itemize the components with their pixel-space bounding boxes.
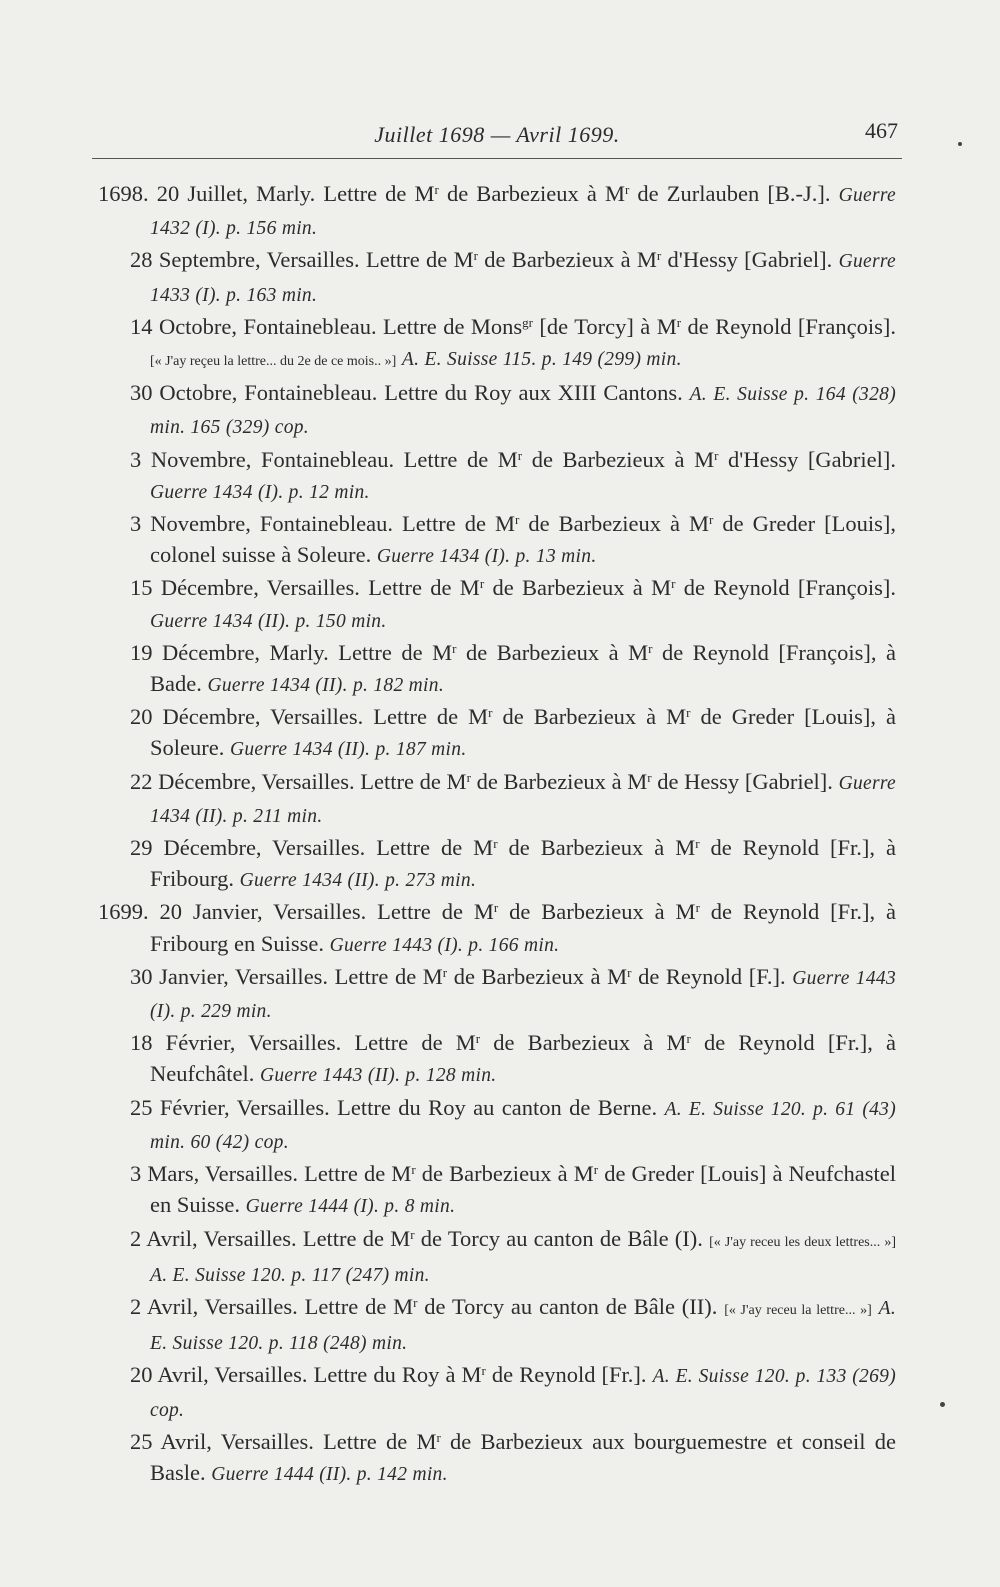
entry bbox=[98, 377, 896, 443]
entry-text: Lettre de M bbox=[376, 835, 494, 861]
entry-sup: r bbox=[714, 447, 719, 463]
entry bbox=[98, 1158, 896, 1222]
entry-sup: r bbox=[434, 182, 439, 197]
entry-sup: r bbox=[517, 447, 523, 463]
entry-reference: Guerre 1434 (II). p. 182 min. bbox=[207, 675, 445, 697]
entry-quote: [« J'ay reçeu la lettre... du 2e de ce mois.. »] bbox=[150, 354, 397, 370]
entry-text: de Reynold [François]. bbox=[681, 313, 896, 339]
entry-text: de Barbezieux à M bbox=[438, 181, 625, 206]
entry-text: de Barbezieux à M bbox=[470, 768, 648, 794]
entry-date: 20 Juillet, Marly. bbox=[156, 181, 316, 206]
entry bbox=[98, 1291, 896, 1359]
entry-reference: Guerre 1434 (I). p. 12 min. bbox=[150, 481, 370, 503]
entry-date: 18 Février, Versailles. bbox=[130, 1030, 342, 1056]
entry bbox=[98, 1092, 896, 1158]
entry-reference: Guerre 1443 (I). p. 166 min. bbox=[329, 934, 560, 956]
entry-date: 14 Octobre, Fontainebleau. bbox=[130, 313, 377, 339]
entry-date: 28 Septembre, Versailles. bbox=[130, 247, 360, 273]
print-speck bbox=[940, 1402, 945, 1407]
entry-text: de Reynold [Fr.]. bbox=[485, 1362, 647, 1388]
entry bbox=[98, 1223, 896, 1291]
entry-text: de Greder [Louis], colonel suisse à Soleure. bbox=[150, 511, 896, 568]
entry bbox=[98, 896, 896, 960]
entry-reference: Guerre 1443 (II). p. 128 min. bbox=[259, 1065, 497, 1087]
entry-text: Lettre de Mons bbox=[383, 313, 523, 339]
entry-text: de Torcy au canton de Bâle bbox=[414, 1225, 669, 1251]
entry bbox=[98, 1359, 896, 1425]
entry bbox=[98, 637, 896, 701]
entry-text: Lettre de M bbox=[302, 1225, 411, 1251]
entry-text: de Reynold [François], à Bade. bbox=[150, 639, 896, 697]
entry-text: Lettre de M bbox=[323, 1428, 437, 1454]
entry-reference: Guerre 1444 (I). p. 8 min. bbox=[245, 1196, 456, 1218]
entry-sup: r bbox=[671, 576, 676, 592]
entry-sup: r bbox=[481, 1363, 486, 1379]
entry-year: 1698. bbox=[98, 181, 149, 206]
entry-sup: r bbox=[695, 900, 700, 916]
entry bbox=[98, 444, 896, 508]
entry-text: (I). bbox=[668, 1225, 703, 1251]
entry-sup: r bbox=[514, 512, 520, 528]
entry-text: de Greder [Louis] à Neufchastel en Suisse. bbox=[150, 1161, 896, 1218]
entry-text: de Reynold [Fr.], à Neufchâtel. bbox=[150, 1030, 897, 1087]
print-speck bbox=[958, 142, 962, 146]
entry-text: de Reynold [Fr.], à Fribourg en Suisse. bbox=[150, 899, 896, 956]
entry-date: 15 Décembre, Versailles. bbox=[130, 575, 360, 601]
entry-sup: r bbox=[493, 900, 499, 916]
entry-sup: r bbox=[624, 182, 630, 197]
entry-sup: r bbox=[473, 248, 478, 264]
entry-date: 20 Avril, Versailles. bbox=[130, 1362, 308, 1388]
entry-sup: gr bbox=[522, 314, 533, 330]
entry-sup: r bbox=[593, 1162, 599, 1178]
entry-reference: Guerre 1433 (I). p. 163 min. bbox=[150, 251, 896, 306]
entry-reference: A. E. Suisse 120. p. 61 (43) min. 60 (42) cop. bbox=[150, 1098, 897, 1153]
entry bbox=[98, 178, 896, 244]
entry-sup: r bbox=[493, 836, 498, 852]
entry-text: de Barbezieux à M bbox=[498, 899, 696, 925]
entry-sup: r bbox=[648, 640, 653, 656]
entry-text: d'Hessy [Gabriel]. bbox=[718, 446, 896, 472]
entry-reference: Guerre 1434 (II). p. 273 min. bbox=[239, 870, 477, 892]
entry-text: Lettre de M bbox=[338, 639, 453, 665]
entry bbox=[98, 311, 896, 377]
entry-text: de Barbezieux à M bbox=[522, 446, 715, 472]
entry-sup: r bbox=[647, 769, 652, 785]
entry-date: 29 Décembre, Versailles. bbox=[130, 835, 366, 861]
entry bbox=[98, 244, 896, 310]
entry-reference: Guerre 1434 (I). p. 13 min. bbox=[376, 546, 597, 568]
entry-text: de Torcy au canton de Bâle bbox=[417, 1293, 675, 1319]
entry-text: Lettre de M bbox=[354, 1030, 476, 1056]
entry-text: [de Torcy] à M bbox=[532, 313, 677, 339]
entry bbox=[98, 572, 896, 636]
entry-sup: r bbox=[676, 314, 682, 330]
entry-reference: Guerre 1434 (II). p. 187 min. bbox=[229, 739, 467, 761]
entry-reference: Guerre 1443 (I). p. 229 min. bbox=[150, 967, 896, 1023]
entry-sup: r bbox=[436, 1429, 441, 1445]
entry-sup: r bbox=[413, 1294, 418, 1310]
entry-text: de Barbezieux à M bbox=[456, 639, 649, 665]
entry-sup: r bbox=[452, 640, 457, 656]
entry-date: 25 Avril, Versailles. bbox=[130, 1428, 314, 1454]
entry-sup: r bbox=[695, 836, 700, 852]
entry-text: de Barbezieux à M bbox=[492, 704, 687, 730]
entry-text: Lettre de M bbox=[377, 899, 494, 925]
entry-text: de Barbezieux à M bbox=[497, 835, 696, 861]
entry bbox=[98, 701, 896, 765]
entry-text: Lettre de M bbox=[366, 247, 474, 273]
entry-text: d'Hessy [Gabriel]. bbox=[661, 247, 833, 273]
entry bbox=[98, 961, 896, 1027]
entry-year: 1699. bbox=[98, 899, 149, 925]
entry-date: 30 Octobre, Fontainebleau. bbox=[130, 380, 378, 406]
entry-text: Lettre du Roy à M bbox=[313, 1362, 482, 1388]
entry-reference: A. E. Suisse 120. p. 118 (248) min. bbox=[150, 1297, 896, 1355]
entry-quote: [« J'ay receu la lettre... »] bbox=[724, 1302, 872, 1318]
entry-sup: r bbox=[466, 769, 471, 785]
entry-sup: r bbox=[475, 1031, 481, 1047]
entry-reference: Guerre 1432 (I). p. 156 min. bbox=[150, 185, 896, 240]
entry-sup: r bbox=[709, 512, 714, 528]
entry-reference: A. E. Suisse p. 164 (328) min. 165 (329) cop. bbox=[150, 384, 896, 439]
entry-date: 25 Février, Versailles. bbox=[130, 1094, 330, 1120]
entry-sup: r bbox=[488, 705, 493, 721]
entry-sup: r bbox=[411, 1162, 416, 1178]
entry-text: de Barbezieux à M bbox=[477, 247, 657, 273]
entry-sup: r bbox=[686, 1031, 691, 1047]
entry-text: de Barbezieux à M bbox=[519, 511, 710, 537]
entry-date: 20 Décembre, Versailles. bbox=[130, 704, 364, 730]
entry-text: (II). bbox=[675, 1293, 718, 1319]
entry-reference: A. E. Suisse 115. p. 149 (299) min. bbox=[401, 349, 682, 371]
entry-date: 2 Avril, Versailles. bbox=[130, 1293, 298, 1319]
entry-text: de Barbezieux aux bourguemestre et conseil de Basle. bbox=[150, 1428, 896, 1485]
entry-date: 20 Janvier, Versailles. bbox=[159, 899, 367, 925]
entry-text: Lettre du Roy au canton de Berne. bbox=[337, 1094, 658, 1120]
entry-text: de Barbezieux à M bbox=[484, 575, 672, 601]
entry-sup: r bbox=[627, 964, 632, 980]
entry-text: Lettre de M bbox=[401, 511, 515, 537]
entry bbox=[98, 508, 896, 572]
entry-text: de Hessy [Gabriel]. bbox=[651, 768, 833, 794]
entry-sup: r bbox=[410, 1226, 415, 1242]
entry-text: de Barbezieux à M bbox=[415, 1161, 594, 1187]
entry-text: de Reynold [François]. bbox=[675, 575, 896, 601]
entry-reference: Guerre 1444 (II). p. 142 min. bbox=[211, 1463, 448, 1485]
entry-sup: r bbox=[656, 248, 662, 264]
entry-reference: A. E. Suisse 120. p. 117 (247) min. bbox=[150, 1264, 430, 1286]
entry-text: Lettre de M bbox=[373, 704, 489, 730]
entry-quote: [« J'ay receu les deux lettres... »] bbox=[709, 1234, 897, 1250]
entry-text: de Reynold [Fr.], à Fribourg. bbox=[150, 835, 896, 892]
entry-text: Lettre de M bbox=[323, 181, 435, 206]
page-header bbox=[92, 118, 902, 159]
entry-text: Lettre du Roy aux XIII Cantons. bbox=[384, 380, 683, 406]
entry-reference: Guerre 1434 (II). p. 211 min. bbox=[150, 772, 897, 827]
entry-text: Lettre de M bbox=[304, 1161, 412, 1187]
entry-date: 3 Mars, Versailles. bbox=[130, 1161, 299, 1187]
entry-list bbox=[98, 178, 896, 1490]
entry-text: Lettre de M bbox=[368, 575, 480, 601]
entry-date: 3 Novembre, Fontainebleau. bbox=[130, 511, 393, 537]
entry-text: Lettre de M bbox=[360, 768, 467, 794]
entry-text: Lettre de M bbox=[403, 446, 518, 472]
entry-text: de Reynold [F.]. bbox=[631, 963, 786, 989]
page-number: 467 bbox=[865, 118, 898, 143]
entry bbox=[98, 1027, 896, 1091]
entry-date: 30 Janvier, Versailles. bbox=[130, 963, 329, 989]
entry-text: Lettre de M bbox=[334, 963, 443, 989]
entry-text: de Barbezieux à M bbox=[447, 963, 628, 989]
entry bbox=[98, 766, 896, 832]
entry-sup: r bbox=[479, 576, 485, 592]
entry-date: 2 Avril, Versailles. bbox=[130, 1225, 297, 1251]
entry-sup: r bbox=[686, 705, 691, 721]
entry-date: 22 Décembre, Versailles. bbox=[130, 768, 355, 794]
entry-text: de Greder [Louis], à Soleure. bbox=[150, 704, 896, 761]
entry-date: 3 Novembre, Fontainebleau. bbox=[130, 446, 395, 472]
entry-reference: Guerre 1434 (II). p. 150 min. bbox=[150, 610, 387, 632]
entry bbox=[98, 832, 896, 896]
running-title: Juillet 1698 — Avril 1699. bbox=[374, 122, 620, 147]
entry-text: de Zurlauben [B.-J.]. bbox=[629, 181, 831, 206]
entry-date: 19 Décembre, Marly. bbox=[130, 639, 329, 665]
entry-text: Lettre de M bbox=[304, 1293, 414, 1319]
entry-sup: r bbox=[442, 964, 448, 980]
entry bbox=[98, 1426, 896, 1490]
entry-reference: A. E. Suisse 120. p. 133 (269) cop. bbox=[150, 1366, 897, 1421]
entry-text: de Barbezieux à M bbox=[480, 1030, 687, 1056]
